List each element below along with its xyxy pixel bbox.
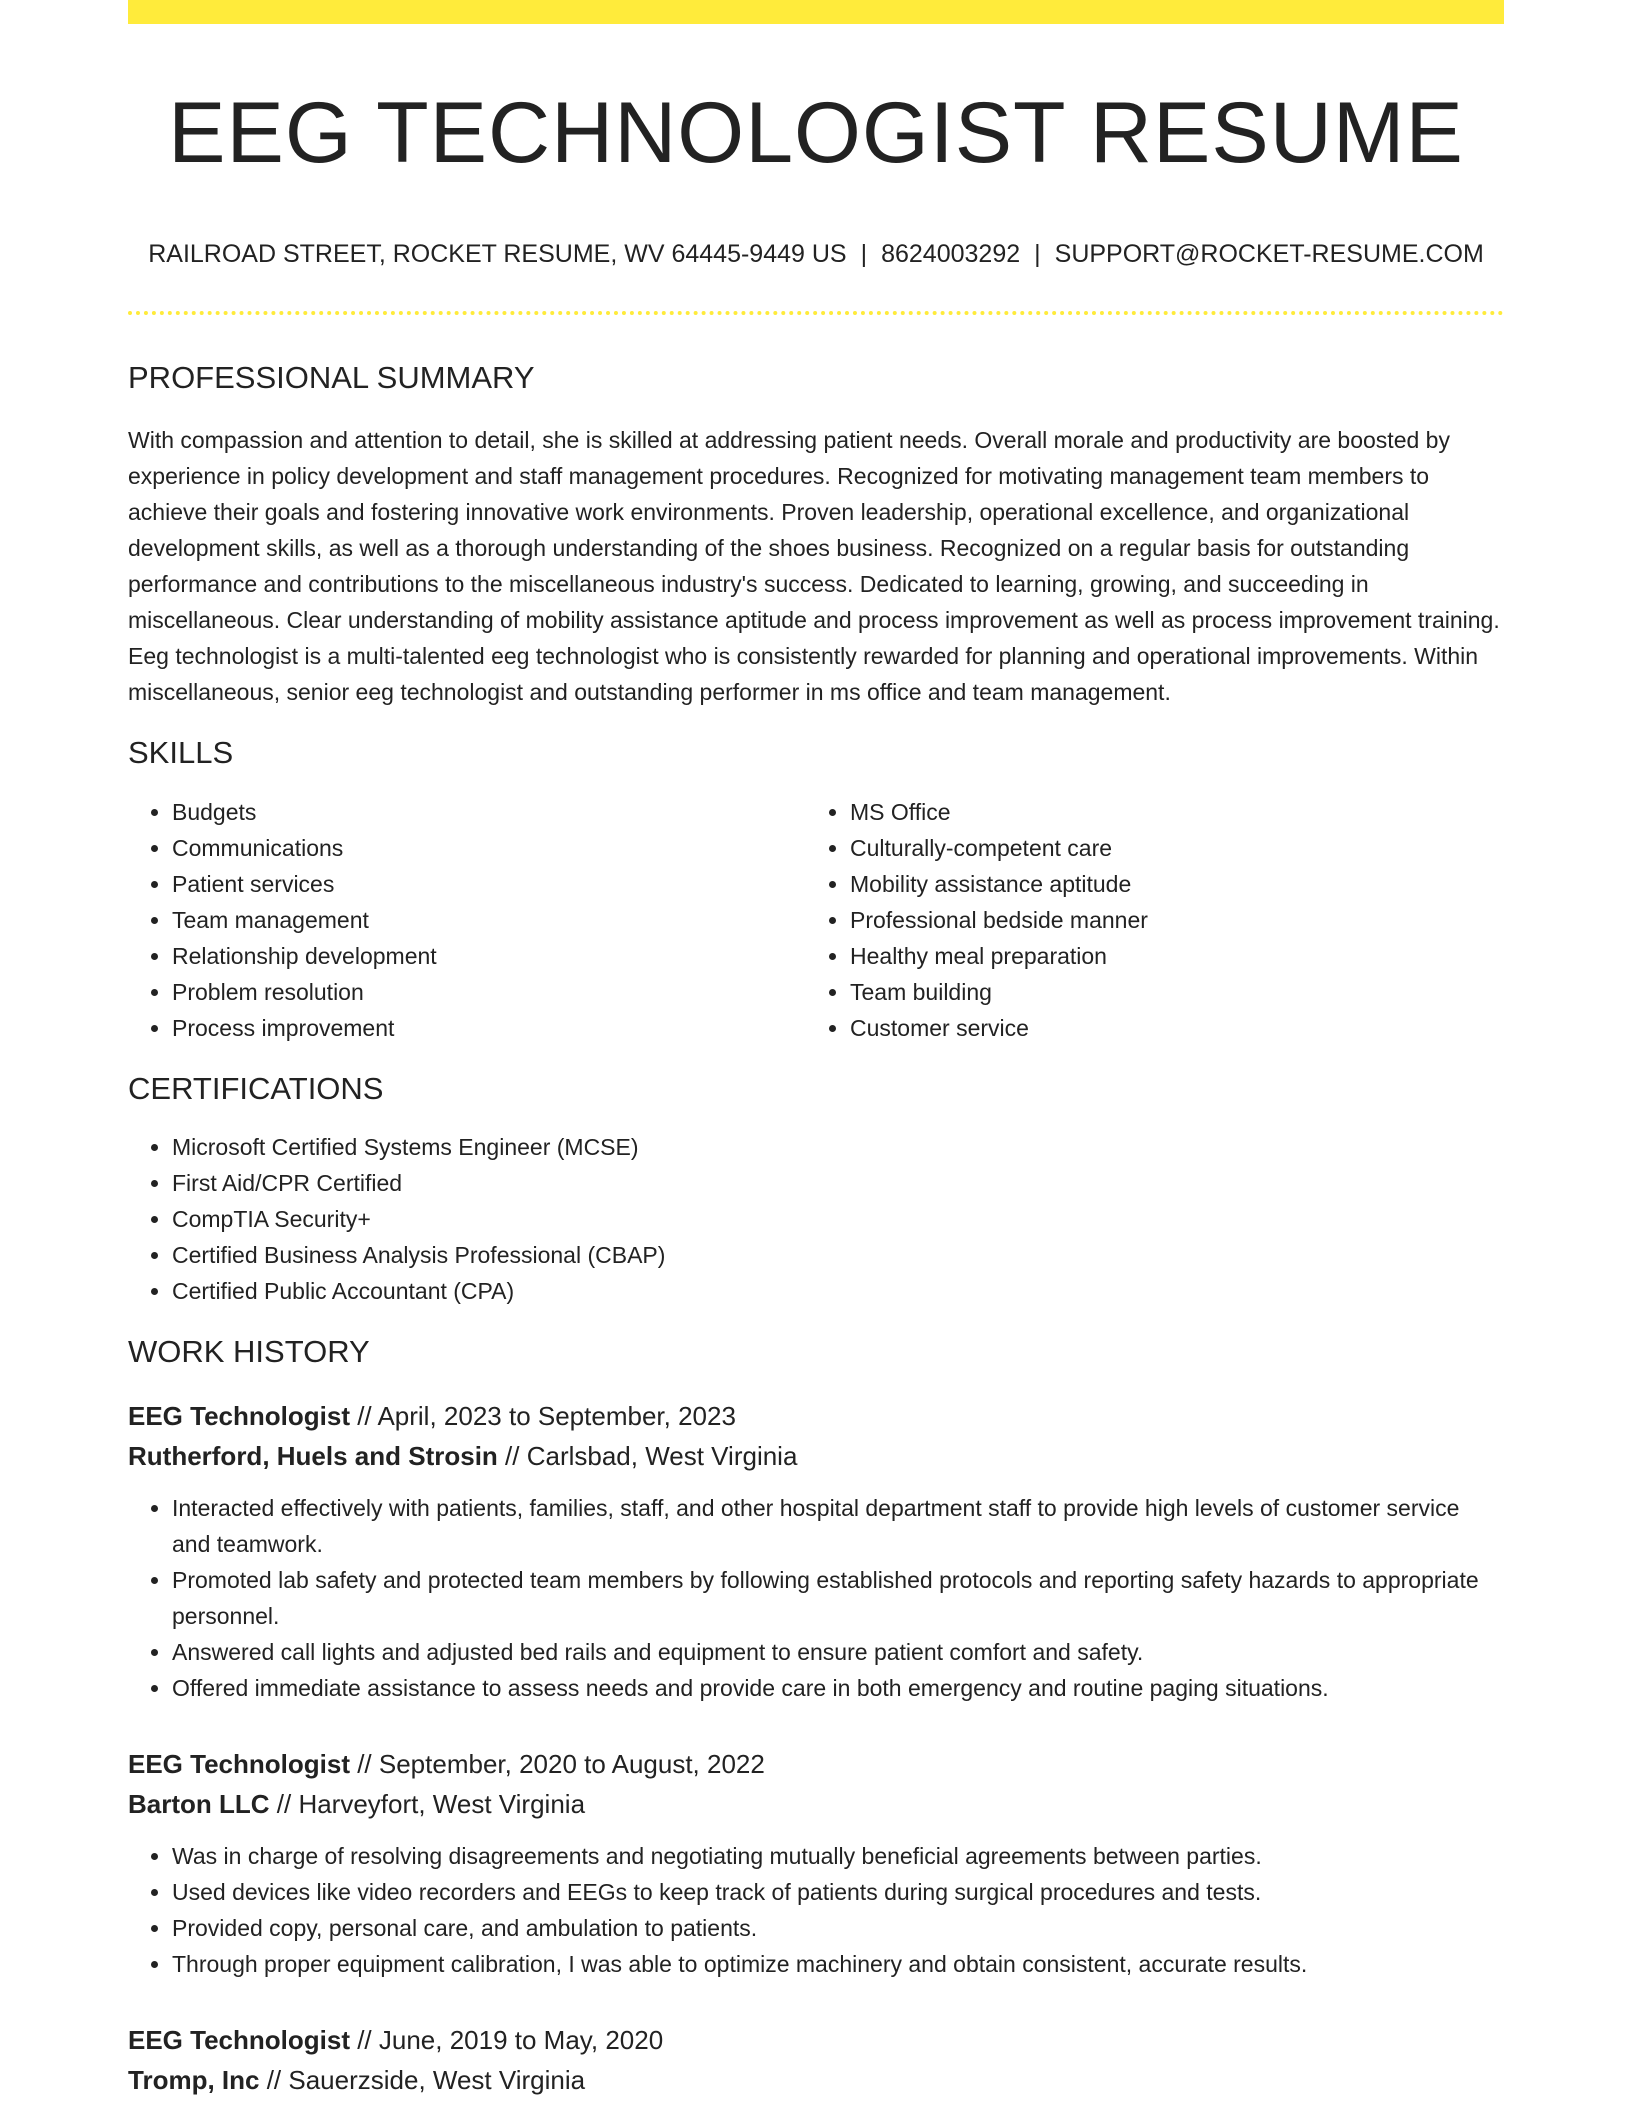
skills-section — [128, 734, 1504, 1045]
contact-separator: | — [1034, 240, 1041, 269]
job-bullet: • Interacted effectively with patients, families, staff, and other hospital department staff to provide high levels of customer service and teamwork. — [172, 1490, 1504, 1562]
summary-section — [128, 359, 1504, 710]
skill-item: • Problem resolution — [172, 974, 806, 1010]
job-location: // Harveyfort, West Virginia — [269, 1788, 586, 1819]
job-bullet: • Used devices like video recorders and EEGs to keep track of patients during surgical procedures and tests. — [172, 1874, 1504, 1910]
job-entry — [128, 2020, 1504, 2100]
job-company: Tromp, Inc — [128, 2064, 260, 2095]
skill-item: • Team building — [850, 974, 1484, 1010]
job-company-line — [128, 2060, 1504, 2100]
job-role-line — [128, 1744, 1504, 1784]
resume-title: EEG TECHNOLOGIST RESUME — [168, 85, 1464, 181]
resume-page — [128, 0, 1504, 2100]
summary-text: With compassion and attention to detail, she is skilled at addressing patient needs. Overall morale and productivity are boosted by experience in policy development and staff management procedures. Recognized for motivating management team members to achieve their goals and fostering innovative work environments. Proven leadership, operational excellence, and organizational development skills, as well as a thorough understanding of the shoes business. Recognized on a regular basis for outstanding performance and contributions to the miscellaneous industry's success. Dedicated to learning, growing, and succeeding in miscellaneous. Clear understanding of mobility assistance aptitude and process improvement as well as process improvement training. Eeg technologist is a multi-talented eeg technologist who is consistently rewarded for planning and operational improvements. Within miscellaneous, senior eeg technologist and outstanding performer in ms office and team management. — [128, 427, 1500, 706]
job-dates: // September, 2020 to August, 2022 — [349, 1748, 765, 1779]
job-role: EEG Technologist — [128, 1400, 350, 1431]
certification-item: • First Aid/CPR Certified — [172, 1165, 1504, 1201]
job-dates: // June, 2019 to May, 2020 — [349, 2024, 664, 2055]
certifications-list — [128, 1129, 1504, 1309]
certification-item: • Microsoft Certified Systems Engineer (MCSE) — [172, 1129, 1504, 1165]
skill-item: • Communications — [172, 830, 806, 866]
contact-separator: | — [860, 240, 868, 269]
job-company: Rutherford, Huels and Strosin — [128, 1440, 498, 1471]
job-entry — [128, 1396, 1504, 1706]
contact-email[interactable]: SUPPORT@ROCKET-RESUME.COM — [1054, 240, 1484, 269]
skill-item: • Budgets — [172, 794, 806, 830]
job-role-line — [128, 2020, 1504, 2060]
skill-item: • Process improvement — [172, 1010, 806, 1046]
certification-item: • Certified Business Analysis Professional (CBAP) — [172, 1237, 1504, 1273]
job-company-line — [128, 1436, 1504, 1476]
work-history-section — [128, 1333, 1504, 2100]
certification-item: • CompTIA Security+ — [172, 1201, 1504, 1237]
job-entry — [128, 1744, 1504, 1982]
skills-list-right — [806, 794, 1484, 1046]
job-bullet: • Through proper equipment calibration, I was able to optimize machinery and obtain consistent, accurate results. — [172, 1946, 1504, 1982]
dotted-divider — [128, 311, 1504, 315]
contact-address: RAILROAD STREET, ROCKET RESUME, WV 64445-9449 US — [148, 240, 847, 269]
skill-item: • Mobility assistance aptitude — [850, 866, 1484, 902]
job-bullet: • Answered call lights and adjusted bed rails and equipment to ensure patient comfort and safety. — [172, 1634, 1504, 1670]
job-dates: // April, 2023 to September, 2023 — [349, 1400, 736, 1431]
skill-item: • Team management — [172, 902, 806, 938]
job-bullet: • Promoted lab safety and protected team members by following established protocols and reporting safety hazards to appropriate personnel. — [172, 1562, 1504, 1634]
job-location: // Carlsbad, West Virginia — [497, 1440, 798, 1471]
skills-list-left — [128, 794, 806, 1046]
job-company-line — [128, 1784, 1504, 1824]
section-title-summary: PROFESSIONAL SUMMARY — [128, 360, 535, 396]
job-role: EEG Technologist — [128, 2024, 350, 2055]
contact-line — [128, 239, 1504, 269]
contact-phone: 8624003292 — [881, 240, 1021, 269]
job-bullet: • Provided copy, personal care, and ambulation to patients. — [172, 1910, 1504, 1946]
skill-item: • Customer service — [850, 1010, 1484, 1046]
skill-item: • MS Office — [850, 794, 1484, 830]
job-role-line — [128, 1396, 1504, 1436]
section-title-work-history: WORK HISTORY — [128, 1333, 370, 1369]
section-title-skills: SKILLS — [128, 735, 234, 771]
skill-item: • Relationship development — [172, 938, 806, 974]
skill-item: • Healthy meal preparation — [850, 938, 1484, 974]
job-bullets — [128, 1838, 1504, 1982]
certification-item: • Certified Public Accountant (CPA) — [172, 1273, 1504, 1309]
accent-top-bar — [128, 0, 1504, 24]
job-company: Barton LLC — [128, 1788, 270, 1819]
certifications-section — [128, 1070, 1504, 1309]
job-bullet: • Offered immediate assistance to assess needs and provide care in both emergency and routine paging situations. — [172, 1670, 1504, 1706]
skills-columns — [128, 772, 1504, 1046]
skill-item: • Culturally-competent care — [850, 830, 1484, 866]
skill-item: • Patient services — [172, 866, 806, 902]
job-bullet: • Was in charge of resolving disagreements and negotiating mutually beneficial agreements between parties. — [172, 1838, 1504, 1874]
job-location: // Sauerzside, West Virginia — [259, 2064, 586, 2095]
section-title-certifications: CERTIFICATIONS — [128, 1070, 384, 1106]
skill-item: • Professional bedside manner — [850, 902, 1484, 938]
job-bullets — [128, 1490, 1504, 1706]
job-role: EEG Technologist — [128, 1748, 350, 1779]
